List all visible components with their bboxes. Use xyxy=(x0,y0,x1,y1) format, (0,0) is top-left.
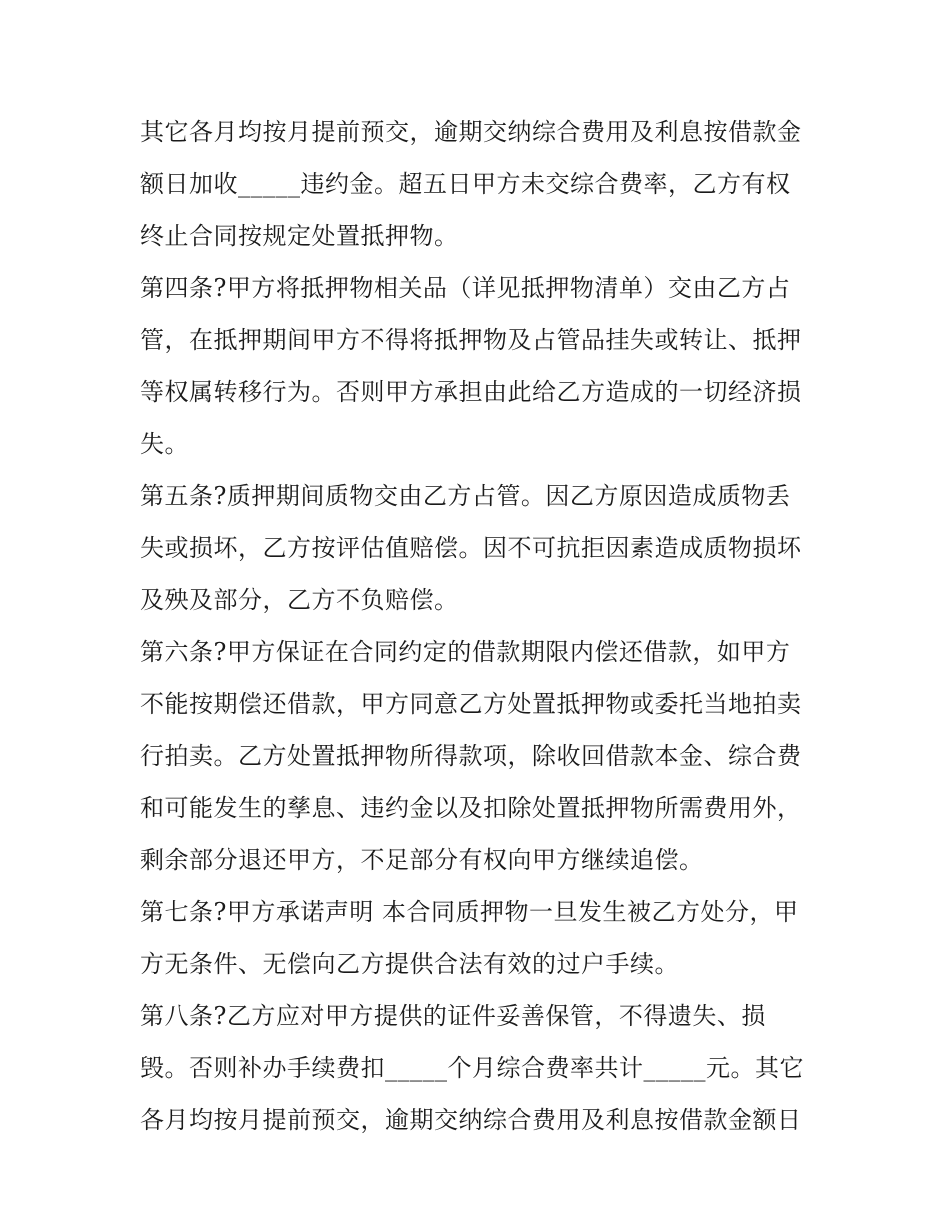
text-line: 剩余部分退还甲方，不足部分有权向甲方继续追偿。 xyxy=(140,846,704,874)
contract-text xyxy=(140,106,820,1146)
article-5-heading-line: 第五条?质押期间质物交由乙方占管。因乙方原因造成质物丢 xyxy=(140,482,791,510)
text-line: 管，在抵押期间甲方不得将抵押物及占管品挂失或转让、抵押 xyxy=(140,326,802,354)
text-line: 等权属转移行为。否则甲方承担由此给乙方造成的一切经济损 xyxy=(140,378,802,406)
article-4-heading-line: 第四条?甲方将抵押物相关品（详见抵押物清单）交由乙方占 xyxy=(140,274,791,302)
text-line: 毁。否则补办手续费扣_____个月综合费率共计_____元。其它 xyxy=(140,1054,804,1082)
text-line: 失。 xyxy=(140,430,189,458)
text-line: 额日加收_____违约金。超五日甲方未交综合费率，乙方有权 xyxy=(140,170,791,198)
article-8-heading-line: 第八条?乙方应对甲方提供的证件妥善保管，不得遗失、损 xyxy=(140,1002,766,1030)
article-7-heading-line: 第七条?甲方承诺声明 本合同质押物一旦发生被乙方处分，甲 xyxy=(140,898,799,926)
text-line: 方无条件、无偿向乙方提供合法有效的过户手续。 xyxy=(140,950,679,978)
text-line: 行拍卖。乙方处置抵押物所得款项，除收回借款本金、综合费 xyxy=(140,742,802,770)
text-line: 其它各月均按月提前预交，逾期交纳综合费用及利息按借款金 xyxy=(140,118,802,146)
text-line: 及殃及部分，乙方不负赔偿。 xyxy=(140,586,459,614)
text-line: 各月均按月提前预交，逾期交纳综合费用及利息按借款金额日 xyxy=(140,1106,802,1134)
text-line: 不能按期偿还借款，甲方同意乙方处置抵押物或委托当地拍卖 xyxy=(140,690,802,718)
article-6-heading-line: 第六条?甲方保证在合同约定的借款期限内偿还借款，如甲方 xyxy=(140,638,791,666)
text-line: 终止合同按规定处置抵押物。 xyxy=(140,222,459,250)
text-line: 和可能发生的孳息、违约金以及扣除处置抵押物所需费用外， xyxy=(140,794,802,822)
text-line: 失或损坏，乙方按评估值赔偿。因不可抗拒因素造成质物损坏 xyxy=(140,534,802,562)
